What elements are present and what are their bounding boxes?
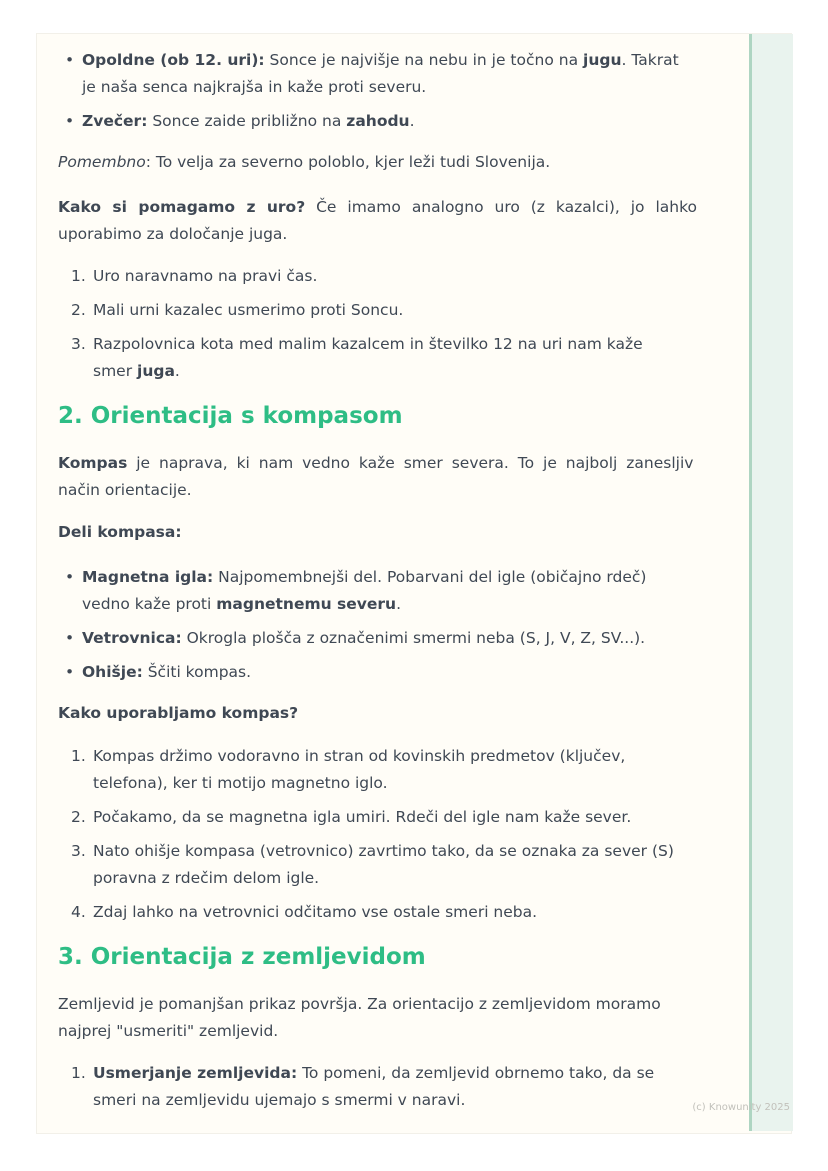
step-number: 1. (71, 267, 86, 285)
text-run: Sonce zaide približno na (147, 112, 347, 130)
bullet-icon: • (65, 568, 75, 586)
text-line (93, 263, 752, 290)
text-run: Sonce je najvišje na nebu in je točno na (264, 51, 583, 69)
text-run: juga (137, 362, 175, 380)
step-item (58, 331, 752, 385)
text-run: Ohišje: (82, 663, 143, 681)
steps-clock-method (58, 263, 752, 385)
step-number: 1. (71, 747, 86, 765)
text-run: vedno kaže proti (82, 595, 217, 613)
label-compass-usage (58, 700, 752, 727)
text-run: Najpomembnejši del. Pobarvani del igle (običajno rdeč) (213, 568, 647, 586)
text-run: zahodu (346, 112, 410, 130)
text-line (82, 564, 752, 591)
text-line (58, 519, 752, 546)
text-run: Uro naravnamo na pravi čas. (93, 267, 318, 285)
text-run: način orientacije. (58, 481, 192, 499)
text-line (93, 865, 752, 892)
list-item-ohisje (58, 659, 752, 686)
step-item (58, 1060, 752, 1114)
text-run: najprej "usmeriti" zemljevid. (58, 1022, 279, 1040)
text-run: Če imamo analogno uro (z kazalci), jo lahko (305, 198, 697, 216)
text-run: poravna z rdečim delom igle. (93, 869, 320, 887)
bullet-icon: • (65, 51, 75, 69)
text-line (93, 358, 752, 385)
text-run: Pomembno (58, 153, 146, 171)
text-line (58, 194, 752, 221)
step-item (58, 838, 752, 892)
text-run: magnetnemu severu (216, 595, 397, 613)
bullet-icon: • (65, 112, 75, 130)
text-run: . Takrat (621, 51, 679, 69)
text-line (82, 625, 752, 652)
text-line (93, 743, 752, 770)
text-line (82, 659, 752, 686)
text-run: Kompas držimo vodoravno in stran od kovinskih predmetov (ključev, (93, 747, 626, 765)
footer-copyright: (c) Knowunity 2025 (692, 1102, 790, 1113)
text-run: Zvečer: (82, 112, 148, 130)
text-line (58, 477, 752, 504)
text-run: Okrogla plošča z označenimi smermi neba (S, J, V, Z, SV...). (181, 629, 646, 647)
text-run: Vetrovnica: (82, 629, 182, 647)
heading-compass-section: 2. Orientacija s kompasom (58, 403, 403, 429)
step-number: 2. (71, 301, 86, 319)
text-run: Deli kompasa: (58, 523, 182, 541)
text-run: Zdaj lahko na vetrovnici odčitamo vse ostale smeri neba. (93, 903, 538, 921)
text-run: Magnetna igla: (82, 568, 214, 586)
step-number: 4. (71, 903, 86, 921)
bullet-list-compass-parts (58, 564, 752, 686)
text-run: Mali urni kazalec usmerimo proti Soncu. (93, 301, 404, 319)
text-run: smeri na zemljevidu ujemajo s smermi v naravi. (93, 1091, 466, 1109)
para-compass-intro (58, 450, 752, 504)
text-run: Zemljevid je pomanjšan prikaz površja. Za orientacijo z zemljevidom moramo (58, 995, 661, 1013)
step-item (58, 743, 752, 797)
text-run: telefona), ker ti motijo magnetno iglo. (93, 774, 388, 792)
steps-map-orientation (58, 1060, 752, 1114)
heading-map-section: 3. Orientacija z zemljevidom (58, 944, 426, 970)
text-run: To pomeni, da zemljevid obrnemo tako, da se (297, 1064, 655, 1082)
list-item-vetrovnica (58, 625, 752, 652)
steps-compass-usage (58, 743, 752, 926)
step-number: 2. (71, 808, 86, 826)
text-run: . (396, 595, 402, 613)
step-number: 3. (71, 842, 86, 860)
text-run: jugu (583, 51, 622, 69)
step-item (58, 263, 752, 290)
step-item (58, 297, 752, 324)
text-line (93, 838, 752, 865)
text-line (93, 899, 752, 926)
text-run: . (409, 112, 415, 130)
text-run: Usmerjanje zemljevida: (93, 1064, 298, 1082)
text-run: smer (93, 362, 138, 380)
text-run: Počakamo, da se magnetna igla umiri. Rdeči del igle nam kaže sever. (93, 808, 632, 826)
text-run: Kompas (58, 454, 128, 472)
text-line (82, 108, 752, 135)
text-run: Kako si pomagamo z uro? (58, 198, 306, 216)
text-line (82, 47, 752, 74)
text-run: Razpolovnica kota med malim kazalcem in številko 12 na uri nam kaže (93, 335, 643, 353)
bullet-icon: • (65, 663, 75, 681)
text-run: Ščiti kompas. (142, 663, 252, 681)
para-map-intro (58, 991, 752, 1045)
text-line (58, 991, 752, 1018)
label-compass-parts (58, 519, 752, 546)
text-line (58, 450, 752, 477)
list-item-opoldne (58, 47, 752, 101)
content-card (36, 33, 792, 1134)
text-line (93, 1060, 752, 1087)
text-line (93, 1087, 752, 1114)
list-item-magnetna-igla (58, 564, 752, 618)
note-pomembno (58, 149, 752, 176)
text-run: je naprava, ki nam vedno kaže smer severa. To je najbolj zanesljiv (127, 454, 694, 472)
text-line (82, 74, 752, 101)
text-line (58, 700, 752, 727)
text-line (58, 1018, 752, 1045)
text-line (58, 221, 752, 248)
text-run: uporabimo za določanje juga. (58, 225, 288, 243)
para-clock-method (58, 194, 752, 248)
text-run: . (174, 362, 180, 380)
text-line (58, 149, 752, 176)
text-run: Opoldne (ob 12. uri): (82, 51, 265, 69)
step-item (58, 804, 752, 831)
bullet-icon: • (65, 629, 75, 647)
text-line (93, 331, 752, 358)
text-line (93, 770, 752, 797)
document-content (58, 47, 752, 1114)
step-number: 1. (71, 1064, 86, 1082)
text-line (93, 297, 752, 324)
text-run: Nato ohišje kompasa (vetrovnico) zavrtimo tako, da se oznaka za sever (S) (93, 842, 674, 860)
text-line (82, 591, 752, 618)
accent-stripe (749, 34, 793, 1131)
text-line (93, 804, 752, 831)
step-number: 3. (71, 335, 86, 353)
text-run: je naša senca najkrajša in kaže proti severu. (82, 78, 427, 96)
text-run: : To velja za severno poloblo, kjer leži tudi Slovenija. (145, 153, 551, 171)
list-item-zvecer (58, 108, 752, 135)
text-run: Kako uporabljamo kompas? (58, 704, 299, 722)
bullet-list-sun-directions (58, 47, 752, 135)
step-item (58, 899, 752, 926)
